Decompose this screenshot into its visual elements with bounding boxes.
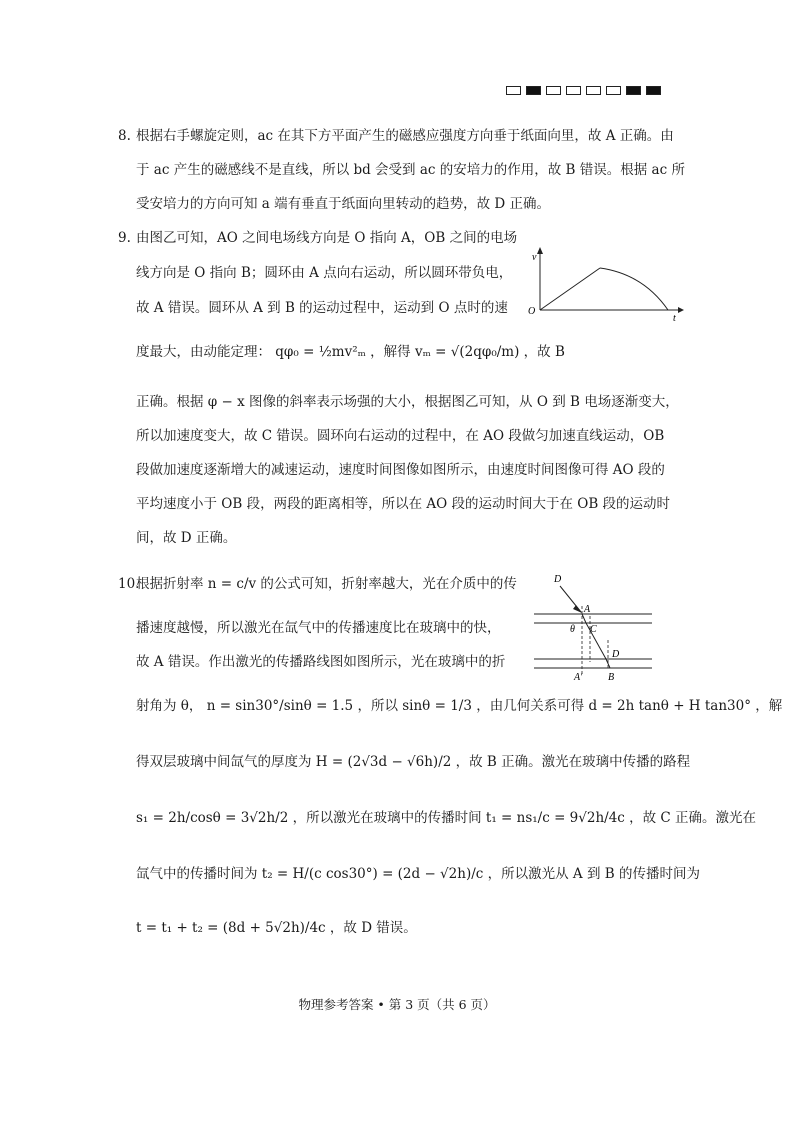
q10-number: 10. xyxy=(118,576,140,592)
marker-box xyxy=(566,86,581,95)
q9-line-7: 段做加速度逐渐增大的减速运动，速度时间图像如图所示，由速度时间图像可得 AO 段的 xyxy=(136,462,665,478)
q10-line-5: 得双层玻璃中间氙气的厚度为 H = (2√3d − √6h)/2 ，故 B 正确。激光在玻璃中传播的路程 xyxy=(136,754,691,770)
q10-line-1: 根据折射率 n = c/v 的公式可知，折射率越大，光在介质中的传 xyxy=(136,576,517,592)
q10-refraction-diagram xyxy=(528,570,658,682)
q9-line-1: 由图乙可知，AO 之间电场线方向是 O 指向 A，OB 之间的电场 xyxy=(136,230,518,246)
marker-box xyxy=(546,86,561,95)
q10-line-4: 射角为 θ， n = sin30°/sinθ = 1.5 ，所以 sinθ = 1/3 ，由几何关系可得 d = 2h tanθ + H tan30° ，解 xyxy=(136,698,783,714)
v-label: v xyxy=(532,252,537,263)
q9-line-6: 所以加速度变大，故 C 错误。圆环向右运动的过程中，在 AO 段做匀加速直线运动，OB xyxy=(136,428,665,444)
page-footer: 物理参考答案 • 第 3 页（共 6 页） xyxy=(298,997,496,1012)
q9-velocity-time-graph xyxy=(528,244,688,324)
t-axis-arrow xyxy=(678,307,684,313)
q10-line-2: 播速度越慢，所以激光在氙气中的传播速度比在玻璃中的快， xyxy=(136,620,501,636)
v-axis-arrow xyxy=(537,247,543,254)
q9-line-4: 度最大，由动能定理： qφ₀ = ½mv²ₘ ，解得 vₘ = √(2qφ₀/m) ，故 B xyxy=(136,344,565,360)
origin-label: O xyxy=(528,306,536,317)
q8-line-2: 于 ac 产生的磁感线不是直线，所以 bd 会受到 ac 的安培力的作用，故 B 错误。根据 ac 所 xyxy=(136,162,685,178)
point-a-label: A xyxy=(584,604,591,615)
q10-line-3: 故 A 错误。作出激光的传播路线图如图所示，光在玻璃中的折 xyxy=(136,654,506,670)
deceleration-curve xyxy=(600,268,668,310)
point-d2-label: D xyxy=(612,649,620,660)
point-b-label: B xyxy=(608,672,615,682)
q10-line-8: t = t₁ + t₂ = (8d + 5√2h)/4c ，故 D 错误。 xyxy=(136,920,417,936)
marker-box xyxy=(506,86,521,95)
incident-ray-arrow xyxy=(573,605,582,613)
q8-number: 8. xyxy=(118,128,131,144)
acceleration-segment xyxy=(540,268,600,310)
refracted-ray-top xyxy=(582,614,586,623)
t-label: t xyxy=(673,313,676,324)
q9-line-9: 间，故 D 正确。 xyxy=(136,530,237,546)
q10-line-6: s₁ = 2h/cosθ = 3√2h/2 ，所以激光在玻璃中的传播时间 t₁ = ns₁/c = 9√2h/4c ，故 C 正确。激光在 xyxy=(136,810,757,826)
marker-box xyxy=(526,86,541,95)
q9-line-3: 故 A 错误。圆环从 A 到 B 的运动过程中，运动到 O 点时的速 xyxy=(136,300,508,316)
marker-box xyxy=(646,86,661,95)
q8-line-1: 根据右手螺旋定则，ac 在其下方平面产生的磁感应强度方向垂于纸面向里，故 A 正确。由 xyxy=(136,128,674,144)
q9-number: 9. xyxy=(118,230,131,246)
q9-line-2: 线方向是 O 指向 B；圆环由 A 点向右运动，所以圆环带负电， xyxy=(136,265,513,281)
q9-line-5: 正确。根据 φ − x 图像的斜率表示场强的大小，根据图乙可知，从 O 到 B 电场逐渐变大， xyxy=(136,394,679,410)
q10-line-7: 氙气中的传播时间为 t₂ = H/(c cos30°) = (2d − √2h)/c ，所以激光从 A 到 B 的传播时间为 xyxy=(136,866,700,882)
point-d-label: D xyxy=(554,574,562,585)
point-c-label: C xyxy=(590,624,597,635)
marker-box xyxy=(606,86,621,95)
marker-box xyxy=(586,86,601,95)
q8-line-3: 受安培力的方向可知 a 端有垂直于纸面向里转动的趋势，故 D 正确。 xyxy=(136,196,551,212)
q9-line-8: 平均速度小于 OB 段，两段的距离相等，所以在 AO 段的运动时间大于在 OB 段的运动时 xyxy=(136,496,671,512)
theta-label: θ xyxy=(570,624,575,635)
marker-box xyxy=(626,86,641,95)
header-marker-boxes xyxy=(506,86,661,95)
point-a-prime-label: A′ xyxy=(574,672,583,682)
